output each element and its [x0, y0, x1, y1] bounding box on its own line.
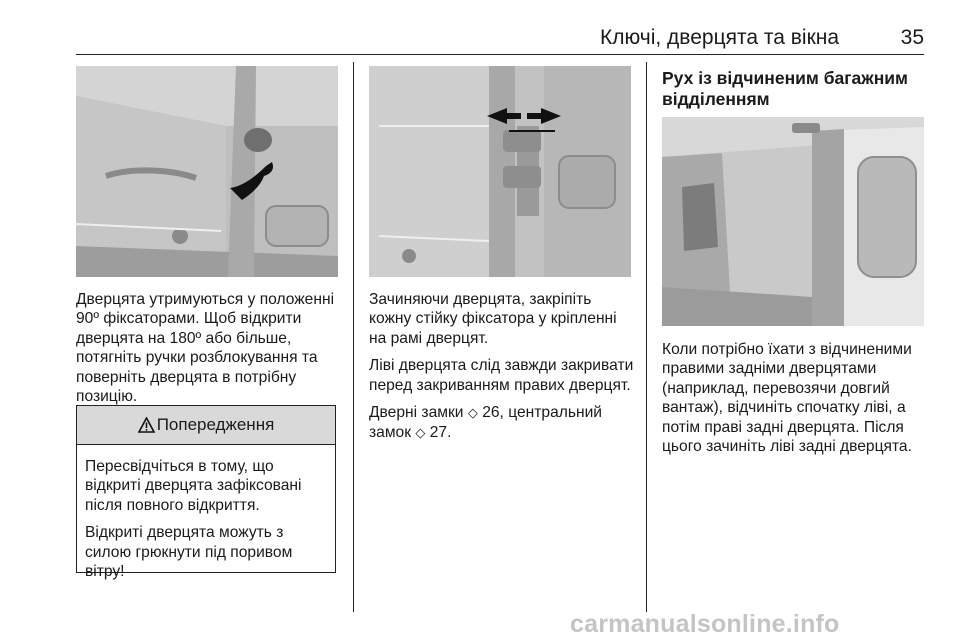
ref-text: , центральний замок — [369, 404, 602, 442]
warning-title: Попередження — [156, 415, 275, 434]
warning-paragraph: Відкриті дверцята можуть з силою грюкнути під поривом вітру! — [85, 524, 293, 581]
col1-paragraph: Дверцята утримуються у положенні 90º фіксаторами. Щоб відкрити дверцята на 180º або більше, потягніть ручки розблокування та поверніть дверцята в потрібну позицію. — [76, 291, 335, 406]
cross-reference-icon: ◇ — [415, 426, 426, 442]
header-title: Ключі, дверцята та вікна — [600, 26, 840, 49]
photo-cargo-open-doors — [662, 117, 924, 326]
photo-door-hinge-retainer — [369, 66, 631, 277]
page-number: 35 — [900, 26, 924, 49]
warning-body — [77, 445, 335, 581]
ref-page-link[interactable]: 27 — [429, 424, 448, 442]
col2-text — [369, 290, 637, 452]
ref-text: Дверні замки — [369, 404, 468, 422]
col2-references — [369, 403, 637, 444]
col3-paragraph: Коли потрібно їхати з відчиненими правими задніми дверцятами (наприклад, перевозячи довгий вантаж), відчиніть спочатку ліві, а потім праві задні дверцята. Після цього зачиніть ліві задні дверцята. — [662, 341, 912, 456]
ref-page-link[interactable]: 26 — [482, 404, 500, 422]
warning-header — [77, 406, 335, 445]
ref-end: . — [447, 424, 452, 442]
column-divider-right — [646, 62, 647, 612]
watermark: carmanualsonline.info — [570, 610, 840, 638]
warning-triangle-icon — [138, 417, 155, 433]
column-divider-left — [353, 62, 354, 612]
section-heading: Рух із відчиненим багажним відділенням — [662, 68, 908, 109]
col2-paragraph: Ліві дверцята слід завжди закривати перед закриванням правих дверцят. — [369, 357, 634, 394]
header-rule — [76, 54, 924, 55]
cross-reference-icon: ◇ — [467, 406, 478, 422]
photo-door-release-handle — [76, 66, 338, 277]
col2-paragraph: Зачиняючи дверцята, закріпіть кожну стійку фіксатора у кріпленні на рамі дверцят. — [369, 291, 617, 347]
warning-box — [76, 405, 336, 581]
warning-paragraph: Пересвідчіться в тому, що відкриті дверцята зафіксовані після повного відкриття. — [85, 458, 302, 514]
